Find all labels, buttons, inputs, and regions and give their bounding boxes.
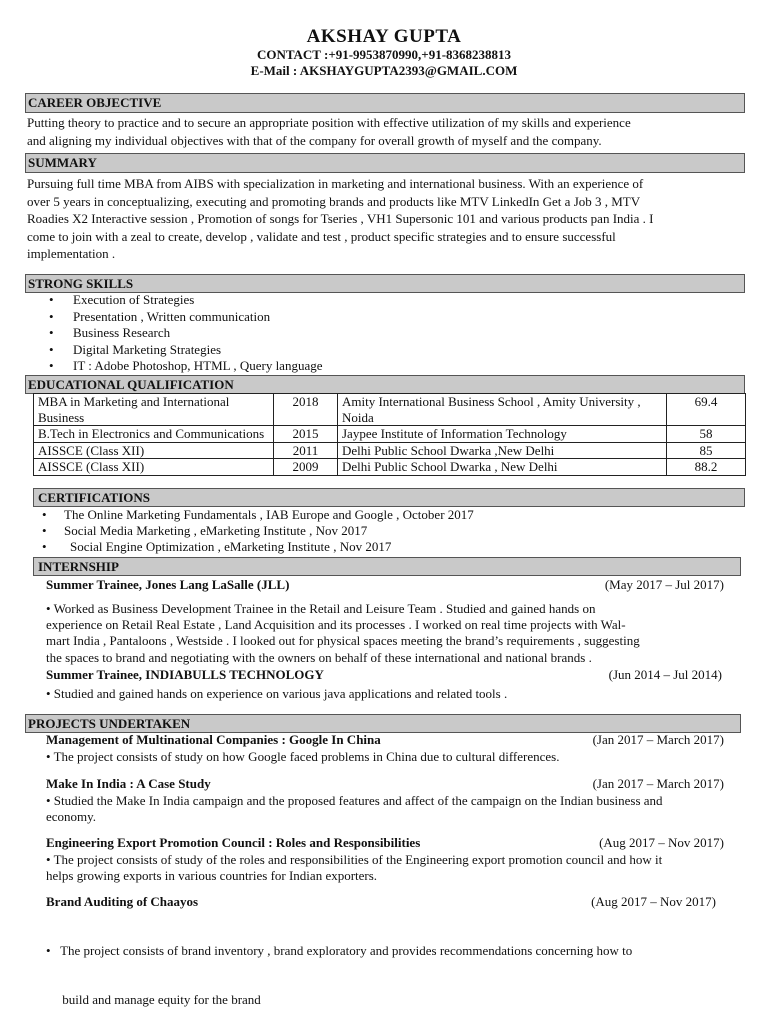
edu-institute: Jaypee Institute of Information Technology <box>338 426 667 443</box>
edu-institute: Amity International Business School , Amity University , Noida <box>338 394 667 426</box>
edu-institute: Delhi Public School Dwarka , New Delhi <box>338 459 667 476</box>
edu-degree: B.Tech in Electronics and Communications <box>34 426 274 443</box>
project-line: • Studied the Make In India campaign and the proposed features and affect of the campaign on the Indian business and <box>46 793 663 808</box>
table-row <box>34 442 746 459</box>
project-entry-title <box>46 835 724 851</box>
edu-score: 69.4 <box>667 394 746 426</box>
internship-line: • Studied and gained hands on experience on various java applications and related tools . <box>46 686 508 701</box>
internship-line: experience on Retail Real Estate , Land Acquisition and its processes . I worked on real time projects with Wal- <box>46 617 626 633</box>
education-table <box>33 393 746 476</box>
internship-title: Summer Trainee, Jones Lang LaSalle (JLL) <box>46 577 290 592</box>
certification-item: • Social Media Marketing , eMarketing Institute , Nov 2017 <box>38 523 474 539</box>
certifications-list <box>38 507 474 555</box>
project-line: build and manage equity for the brand <box>46 992 261 1008</box>
skills-heading: STRONG SKILLS <box>25 274 745 293</box>
internship-dates: (Jun 2014 – Jul 2014) <box>608 667 722 682</box>
summary-line: Pursuing full time MBA from AIBS with specialization in marketing and international business. With an experience of <box>27 176 644 191</box>
project-description <box>46 911 632 1024</box>
edu-degree: MBA in Marketing and International Business <box>34 394 274 426</box>
career-objective-line: and aligning my individual objectives with that of the company for overall growth of myself and the company. <box>27 132 602 148</box>
internship-description <box>46 601 640 666</box>
edu-degree: AISSCE (Class XII) <box>34 442 274 459</box>
summary-line: come to join with a zeal to create, develop , validate and test , product specific strategies and to ensure successful <box>27 228 616 244</box>
project-description <box>46 793 663 825</box>
summary-text <box>27 175 653 263</box>
career-objective-text <box>27 114 631 149</box>
edu-score: 85 <box>667 442 746 459</box>
certification-item: • The Online Marketing Fundamentals , IAB Europe and Google , October 2017 <box>38 507 474 523</box>
project-description <box>46 749 559 765</box>
internship-heading: INTERNSHIP <box>33 557 741 576</box>
table-row <box>34 394 746 426</box>
project-dates: (Jan 2017 – March 2017) <box>592 732 724 747</box>
skill-item: • Presentation , Written communication <box>27 309 323 326</box>
edu-score: 58 <box>667 426 746 443</box>
internship-description <box>46 686 507 702</box>
internship-line: • Worked as Business Development Trainee in the Retail and Leisure Team . Studied and gained hands on <box>46 601 596 616</box>
edu-year: 2018 <box>274 394 338 426</box>
project-dates: (Jan 2017 – March 2017) <box>592 776 724 791</box>
certification-item: • Social Engine Optimization , eMarketing Institute , Nov 2017 <box>38 539 474 555</box>
internship-dates: (May 2017 – Jul 2017) <box>604 577 724 592</box>
skill-item: • Digital Marketing Strategies <box>27 342 323 359</box>
project-entry-title <box>46 776 724 792</box>
project-line: • The project consists of brand inventory , brand exploratory and provides recommendations concerning how to <box>46 943 633 959</box>
career-objective-heading: CAREER OBJECTIVE <box>25 93 745 113</box>
summary-line: over 5 years in conceptualizing, executing and promoting brands and products like MTV LinkedIn Get a Job 3 , MTV <box>27 193 641 209</box>
skill-item: • Business Research <box>27 325 323 342</box>
project-title: Make In India : A Case Study <box>46 776 211 791</box>
internship-entry-title <box>46 667 722 683</box>
project-line: economy. <box>46 809 97 825</box>
edu-year: 2011 <box>274 442 338 459</box>
project-title: Management of Multinational Companies : Google In China <box>46 732 381 747</box>
edu-degree: AISSCE (Class XII) <box>34 459 274 476</box>
candidate-name: AKSHAY GUPTA <box>306 26 462 47</box>
project-dates: (Aug 2017 – Nov 2017) <box>591 894 716 909</box>
project-line: helps growing exports in various countries for Indian exporters. <box>46 868 378 884</box>
project-line: • The project consists of study on how Google faced problems in China due to cultural differences. <box>46 749 560 764</box>
skills-list <box>27 292 323 375</box>
career-objective-line: Putting theory to practice and to secure an appropriate position with effective utilization of my skills and experience <box>27 115 631 130</box>
edu-institute: Delhi Public School Dwarka ,New Delhi <box>338 442 667 459</box>
project-title: Brand Auditing of Chaayos <box>46 894 199 909</box>
table-row <box>34 426 746 443</box>
internship-title: Summer Trainee, INDIABULLS TECHNOLOGY <box>46 667 324 682</box>
project-description <box>46 852 662 884</box>
contact-phone: CONTACT :+91-9953870990,+91-8368238813 <box>256 47 512 62</box>
internship-line: the spaces to brand and negotiating with the owners on behalf of these international and national brands . <box>46 649 592 665</box>
skill-item: • IT : Adobe Photoshop, HTML , Query language <box>27 358 323 375</box>
project-title: Engineering Export Promotion Council : Roles and Responsibilities <box>46 835 421 850</box>
edu-year: 2009 <box>274 459 338 476</box>
skill-item: • Execution of Strategies <box>27 292 323 309</box>
summary-line: Roadies X2 Interactive session , Promotion of songs for Tseries , VH1 Supersonic 101 and various products pan India . I <box>27 211 654 226</box>
certifications-heading: CERTIFICATIONS <box>33 488 745 507</box>
internship-entry-title <box>46 577 724 593</box>
edu-year: 2015 <box>274 426 338 443</box>
table-row <box>34 459 746 476</box>
contact-email: E-Mail : AKSHAYGUPTA2393@GMAIL.COM <box>250 63 518 78</box>
project-entry-title <box>46 894 716 910</box>
project-dates: (Aug 2017 – Nov 2017) <box>599 835 724 850</box>
education-heading: EDUCATIONAL QUALIFICATION <box>25 375 745 394</box>
projects-heading: PROJECTS UNDERTAKEN <box>25 714 741 733</box>
project-line: • The project consists of study of the roles and responsibilities of the Engineering export promotion council and how it <box>46 852 663 867</box>
summary-line: implementation . <box>27 246 116 261</box>
project-entry-title <box>46 732 724 748</box>
summary-heading: SUMMARY <box>25 153 745 173</box>
internship-line: mart India , Pantaloons , Westside . I looked out for physical spaces meeting the brand’s requirements , suggesting <box>46 633 640 649</box>
edu-score: 88.2 <box>667 459 746 476</box>
